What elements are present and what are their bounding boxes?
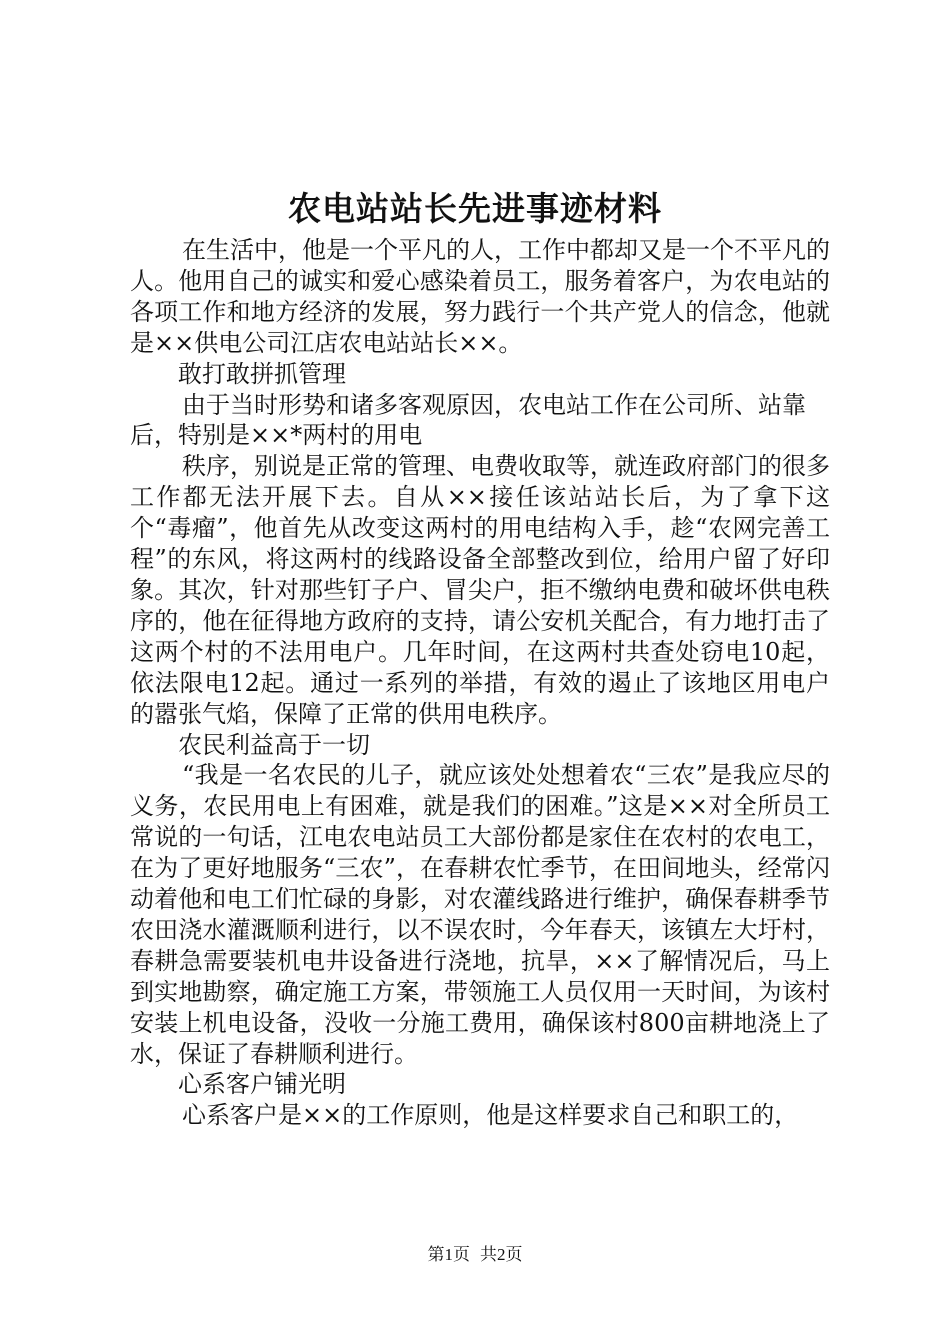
section-heading-farmers: 农民利益高于一切 (178, 730, 370, 759)
section-heading-customers: 心系客户铺光明 (178, 1070, 346, 1099)
paragraph-intro: 在生活中，他是一个平凡的人，工作中都却又是一个不平凡的人。他用自己的诚实和爱心感染着员工，服务着客户，为农电站的各项工作和地方经济的发展，努力践行一个共产党人的信念，他就是××供电公司江店农电站站长××。 (130, 236, 830, 357)
document-body (130, 235, 830, 1131)
page-number: 第1页 (427, 1245, 470, 1264)
paragraph-farmers: “我是一名农民的儿子，就应该处处想着农“三农”是我应尽的义务，农民用电上有困难，就是我们的困难。”这是××对全所员工常说的一句话，江电农电站员工大部份都是家住在农村的农电工，在为了更好地服务“三农”，在春耕农忙季节，在田间地头，经常闪动着他和电工们忙碌的身影，对农灌线路进行维护，确保春耕季节农田浇水灌溉顺利进行，以不误农时，今年春天，该镇左大圩村，春耕急需要装机电井设备进行浇地，抗旱，××了解情况后，马上到实地勘察，确定施工方案，带领施工人员仅用一天时间，为该村安装上机电设备，没收一分施工费用，确保该村800亩耕地浇上了水，保证了春耕顺利进行。 (130, 761, 830, 1068)
paragraph-order: 秩序，别说是正常的管理、电费收取等，就连政府部门的很多工作都无法开展下去。自从××接任该站站长后，为了拿下这个“毒瘤”，他首先从改变这两村的用电结构入手，趁“农网完善工程”的东风，将这两村的线路设备全部整改到位，给用户留了好印象。其次，针对那些钉子户、冒尖户，拒不缴纳电费和破坏供电秩序的，他在征得地方政府的支持，请公安机关配合，有力地打击了这两个村的不法用电户。几年时间，在这两村共查处窃电10起，依法限电12起。通过一系列的举措，有效的遏止了该地区用电户的嚣张气焰，保障了正常的供用电秩序。 (130, 452, 830, 728)
page-footer (0, 1244, 950, 1266)
section-heading-management: 敢打敢拼抓管理 (178, 359, 346, 388)
paragraph-background: 由于当时形势和诸多客观原因，农电站工作在公司所、站靠后，特别是××*两村的用电 (130, 390, 806, 450)
page-total: 共2页 (480, 1245, 523, 1264)
document-title: 农电站站长先进事迹材料 (288, 189, 662, 228)
paragraph-customers: 心系客户是××的工作原则，他是这样要求自己和职工的， (182, 1101, 799, 1130)
